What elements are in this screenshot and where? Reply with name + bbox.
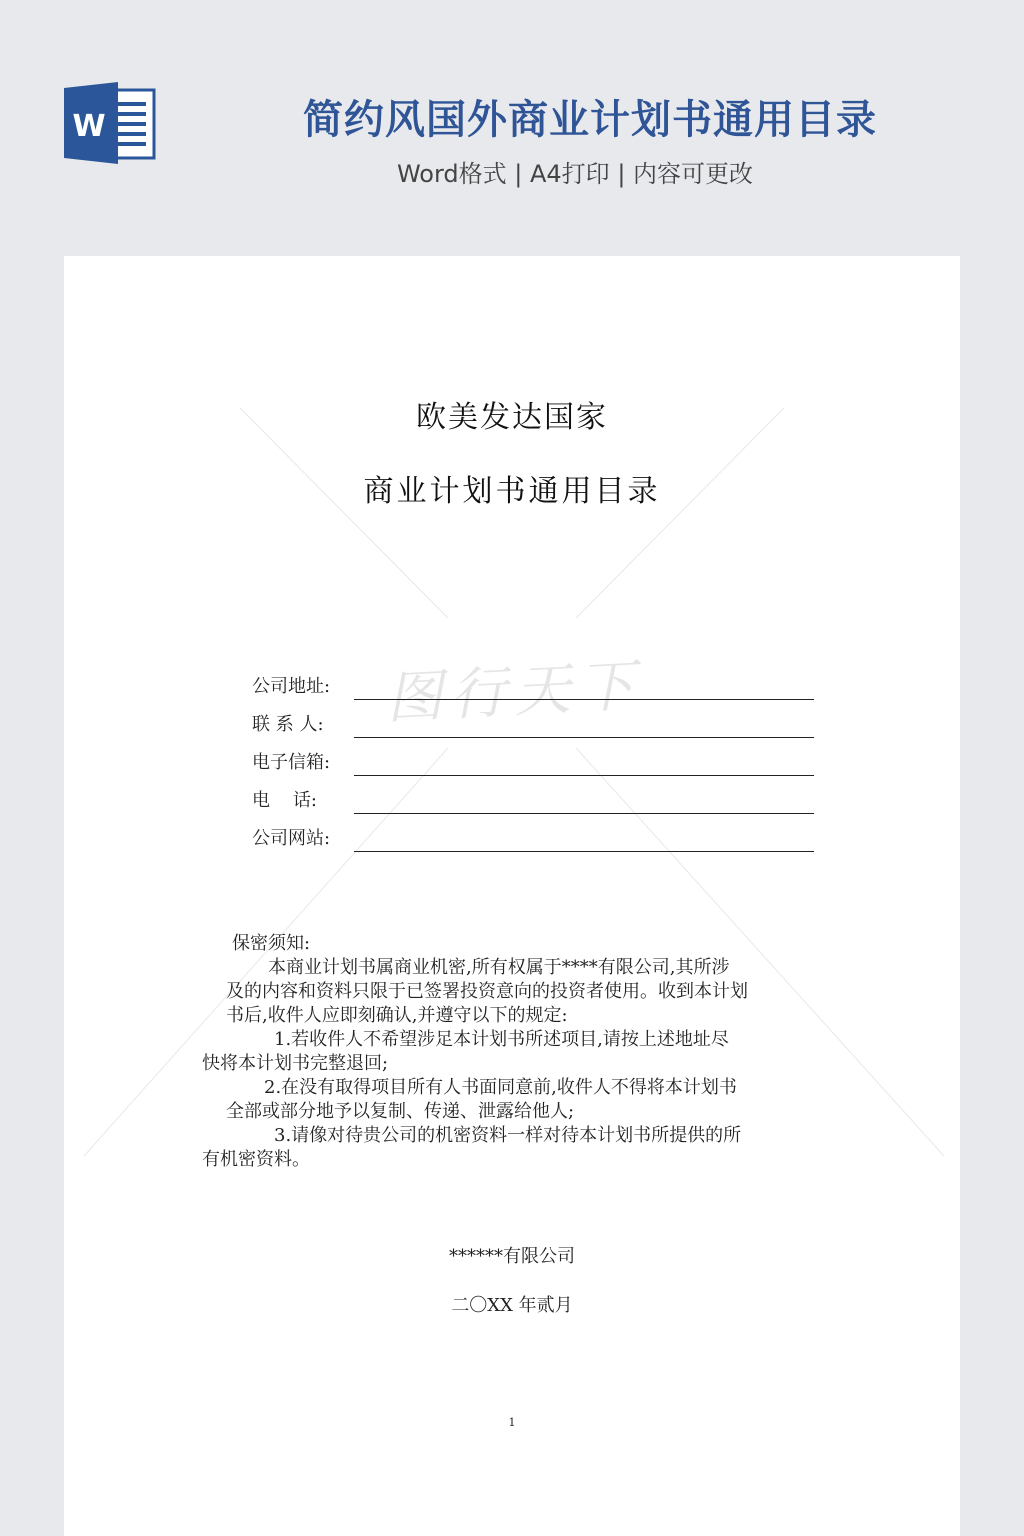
- field-email: [252, 748, 822, 778]
- notice-line: 有机密资料。: [202, 1149, 310, 1170]
- company-name: ******有限公司: [449, 1246, 575, 1267]
- svg-text:W: W: [72, 109, 106, 144]
- field-blank-line[interactable]: [354, 775, 814, 776]
- notice-line: 3.请像对待贵公司的机密资料一样对待本计划书所提供的所: [274, 1125, 742, 1146]
- watermark-text: 图行天下: [384, 653, 644, 732]
- field-blank-line[interactable]: [354, 699, 814, 700]
- field-label: 联 系 人:: [252, 714, 324, 735]
- notice-line: 本商业计划书属商业机密,所有权属于****有限公司,其所涉: [268, 957, 730, 978]
- field-label: 公司网站:: [252, 828, 331, 849]
- field-blank-line[interactable]: [354, 813, 814, 814]
- field-blank-line[interactable]: [354, 737, 814, 738]
- page-number: 1: [508, 1416, 516, 1429]
- notice-line: 书后,收件人应即刻确认,并遵守以下的规定:: [226, 1005, 568, 1026]
- field-blank-line[interactable]: [354, 851, 814, 852]
- field-website: [252, 824, 822, 854]
- notice-line: 快将本计划书完整退回;: [202, 1053, 389, 1074]
- field-label: 电 话:: [252, 790, 317, 811]
- word-icon: [64, 82, 156, 164]
- document-date: 二〇XX 年贰月: [451, 1295, 573, 1316]
- field-label: 电子信箱:: [252, 752, 331, 773]
- doc-title-line2: 商业计划书通用目录: [363, 474, 661, 509]
- notice-line: 1.若收件人不希望涉足本计划书所述项目,请按上述地址尽: [274, 1029, 729, 1050]
- watermark-lines: [64, 256, 960, 1536]
- field-company-address: [252, 672, 822, 702]
- field-label: 公司地址:: [252, 676, 331, 697]
- doc-title-line1: 欧美发达国家: [416, 400, 608, 435]
- field-phone: [252, 786, 822, 816]
- page-title: 简约风国外商业计划书通用目录: [303, 97, 877, 143]
- notice-line: 2.在没有取得项目所有人书面同意前,收件人不得将本计划书: [264, 1077, 737, 1098]
- notice-line: 全部或部分地予以复制、传递、泄露给他人;: [226, 1101, 575, 1122]
- notice-heading: 保密须知:: [232, 933, 311, 954]
- notice-line: 及的内容和资料只限于已签署投资意向的投资者使用。收到本计划: [226, 981, 748, 1002]
- document-page: [64, 256, 960, 1536]
- field-contact-person: [252, 710, 822, 740]
- page-subtitle: Word格式 | A4打印 | 内容可更改: [396, 160, 754, 188]
